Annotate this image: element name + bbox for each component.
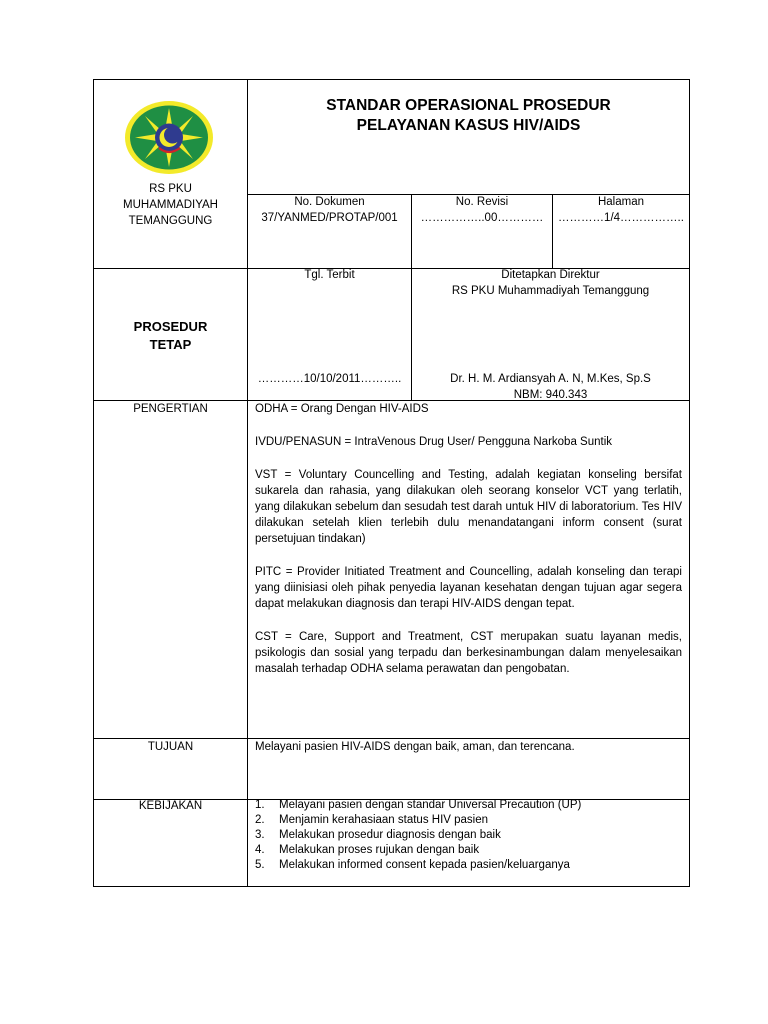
revision-value: ……………..00…………	[420, 212, 544, 224]
kebijakan-label: KEBIJAKAN	[138, 800, 203, 812]
director-name: Dr. H. M. Ardiansyah A. N, M.Kes, Sp.S	[450, 373, 651, 385]
list-item	[255, 798, 682, 813]
org-name	[94, 181, 247, 229]
page-value: …………1/4……………..	[558, 212, 684, 224]
definition-vst: VST = Voluntary Councelling and Testing, adalah kegiatan konseling bersifat sukarela dan rahasia, yang dilakukan oleh seorang konselor VCT yang terlatih, yang dilakukan sebelum dan sesudah test darah untuk HIV di laboratorium. Tes HIV dilakukan setelah klien terlebih dulu menandatangani inform consent (surat persetujuan tindakan)	[255, 469, 682, 545]
org-line-2: MUHAMMADIYAH	[123, 199, 218, 211]
definition-pitc: PITC = Provider Initiated Treatment and Councelling, adalah konseling dan terapi yang diinisiasi oleh pihak penyedia layanan kesehatan dengan tujuan agar segera dapat melakukan diagnosis dan terapi HIV-AIDS dengan tepat.	[255, 566, 682, 610]
definition-odha: ODHA = Orang Dengan HIV-AIDS	[255, 403, 429, 415]
list-item	[255, 813, 682, 828]
org-line-3: TEMANGGUNG	[128, 215, 213, 227]
title-line-1: STANDAR OPERASIONAL PROSEDUR	[326, 97, 611, 114]
title-line-2: PELAYANAN KASUS HIV/AIDS	[356, 117, 581, 134]
list-item-number: 4.	[255, 844, 265, 856]
tujuan-label: TUJUAN	[147, 741, 194, 753]
pengertian-label: PENGERTIAN	[133, 403, 208, 415]
page-cell	[553, 194, 689, 226]
muhammadiyah-sun-icon	[124, 100, 214, 175]
org-line-1: RS PKU	[149, 183, 192, 195]
list-item-text: Menjamin kerahasiaan status HIV pasien	[279, 814, 489, 826]
pengertian-content	[255, 401, 682, 677]
document-title	[248, 96, 689, 136]
list-item-number: 5.	[255, 859, 265, 871]
prosedur-tetap-label	[94, 318, 247, 354]
table-border-top	[93, 79, 690, 80]
prosedur-line-1: PROSEDUR	[133, 319, 208, 334]
list-item-text: Melakukan proses rujukan dengan baik	[279, 844, 480, 856]
kebijakan-content	[255, 798, 682, 873]
list-item-text: Melakukan informed consent kepada pasien/keluarganya	[279, 859, 570, 871]
table-border-bottom	[93, 886, 690, 887]
doc-number-label: No. Dokumen	[294, 196, 365, 208]
issue-date-label: Tgl. Terbit	[304, 269, 355, 281]
list-item-text: Melayani pasien dengan standar Universal Precaution (UP)	[279, 799, 582, 811]
list-item	[255, 828, 682, 843]
established-line-2: RS PKU Muhammadiyah Temanggung	[451, 285, 650, 297]
revision-cell	[412, 194, 552, 226]
list-item-number: 3.	[255, 829, 265, 841]
definition-cst: CST = Care, Support and Treatment, CST merupakan suatu layanan medis, psikologis dan sosial yang terpadu dan berkesinambungan dalam menyelesaikan masalah terhadap ODHA selama perawatan dan pengobatan.	[255, 631, 682, 675]
revision-label: No. Revisi	[455, 196, 509, 208]
established-line-1: Ditetapkan Direktur	[501, 269, 600, 281]
tujuan-content: Melayani pasien HIV-AIDS dengan baik, aman, dan terencana.	[255, 741, 575, 753]
list-item-number: 1.	[255, 799, 265, 811]
hospital-logo	[124, 100, 214, 175]
doc-number-value: 37/YANMED/PROTAP/001	[261, 212, 398, 224]
issue-date-value: …………10/10/2011………..	[257, 373, 402, 385]
list-item-number: 2.	[255, 814, 265, 826]
director-signature-block	[412, 371, 689, 403]
list-item	[255, 843, 682, 858]
prosedur-line-2: TETAP	[149, 337, 192, 352]
established-by	[412, 267, 689, 299]
director-nbm: NBM: 940.343	[513, 389, 588, 401]
page-label: Halaman	[597, 196, 645, 208]
kebijakan-list	[255, 798, 682, 873]
list-item-text: Melakukan prosedur diagnosis dengan baik	[279, 829, 501, 841]
table-border-right	[689, 79, 690, 887]
definition-ivdu: IVDU/PENASUN = IntraVenous Drug User/ Pengguna Narkoba Suntik	[255, 436, 612, 448]
list-item	[255, 858, 682, 873]
doc-number-cell	[248, 194, 411, 226]
